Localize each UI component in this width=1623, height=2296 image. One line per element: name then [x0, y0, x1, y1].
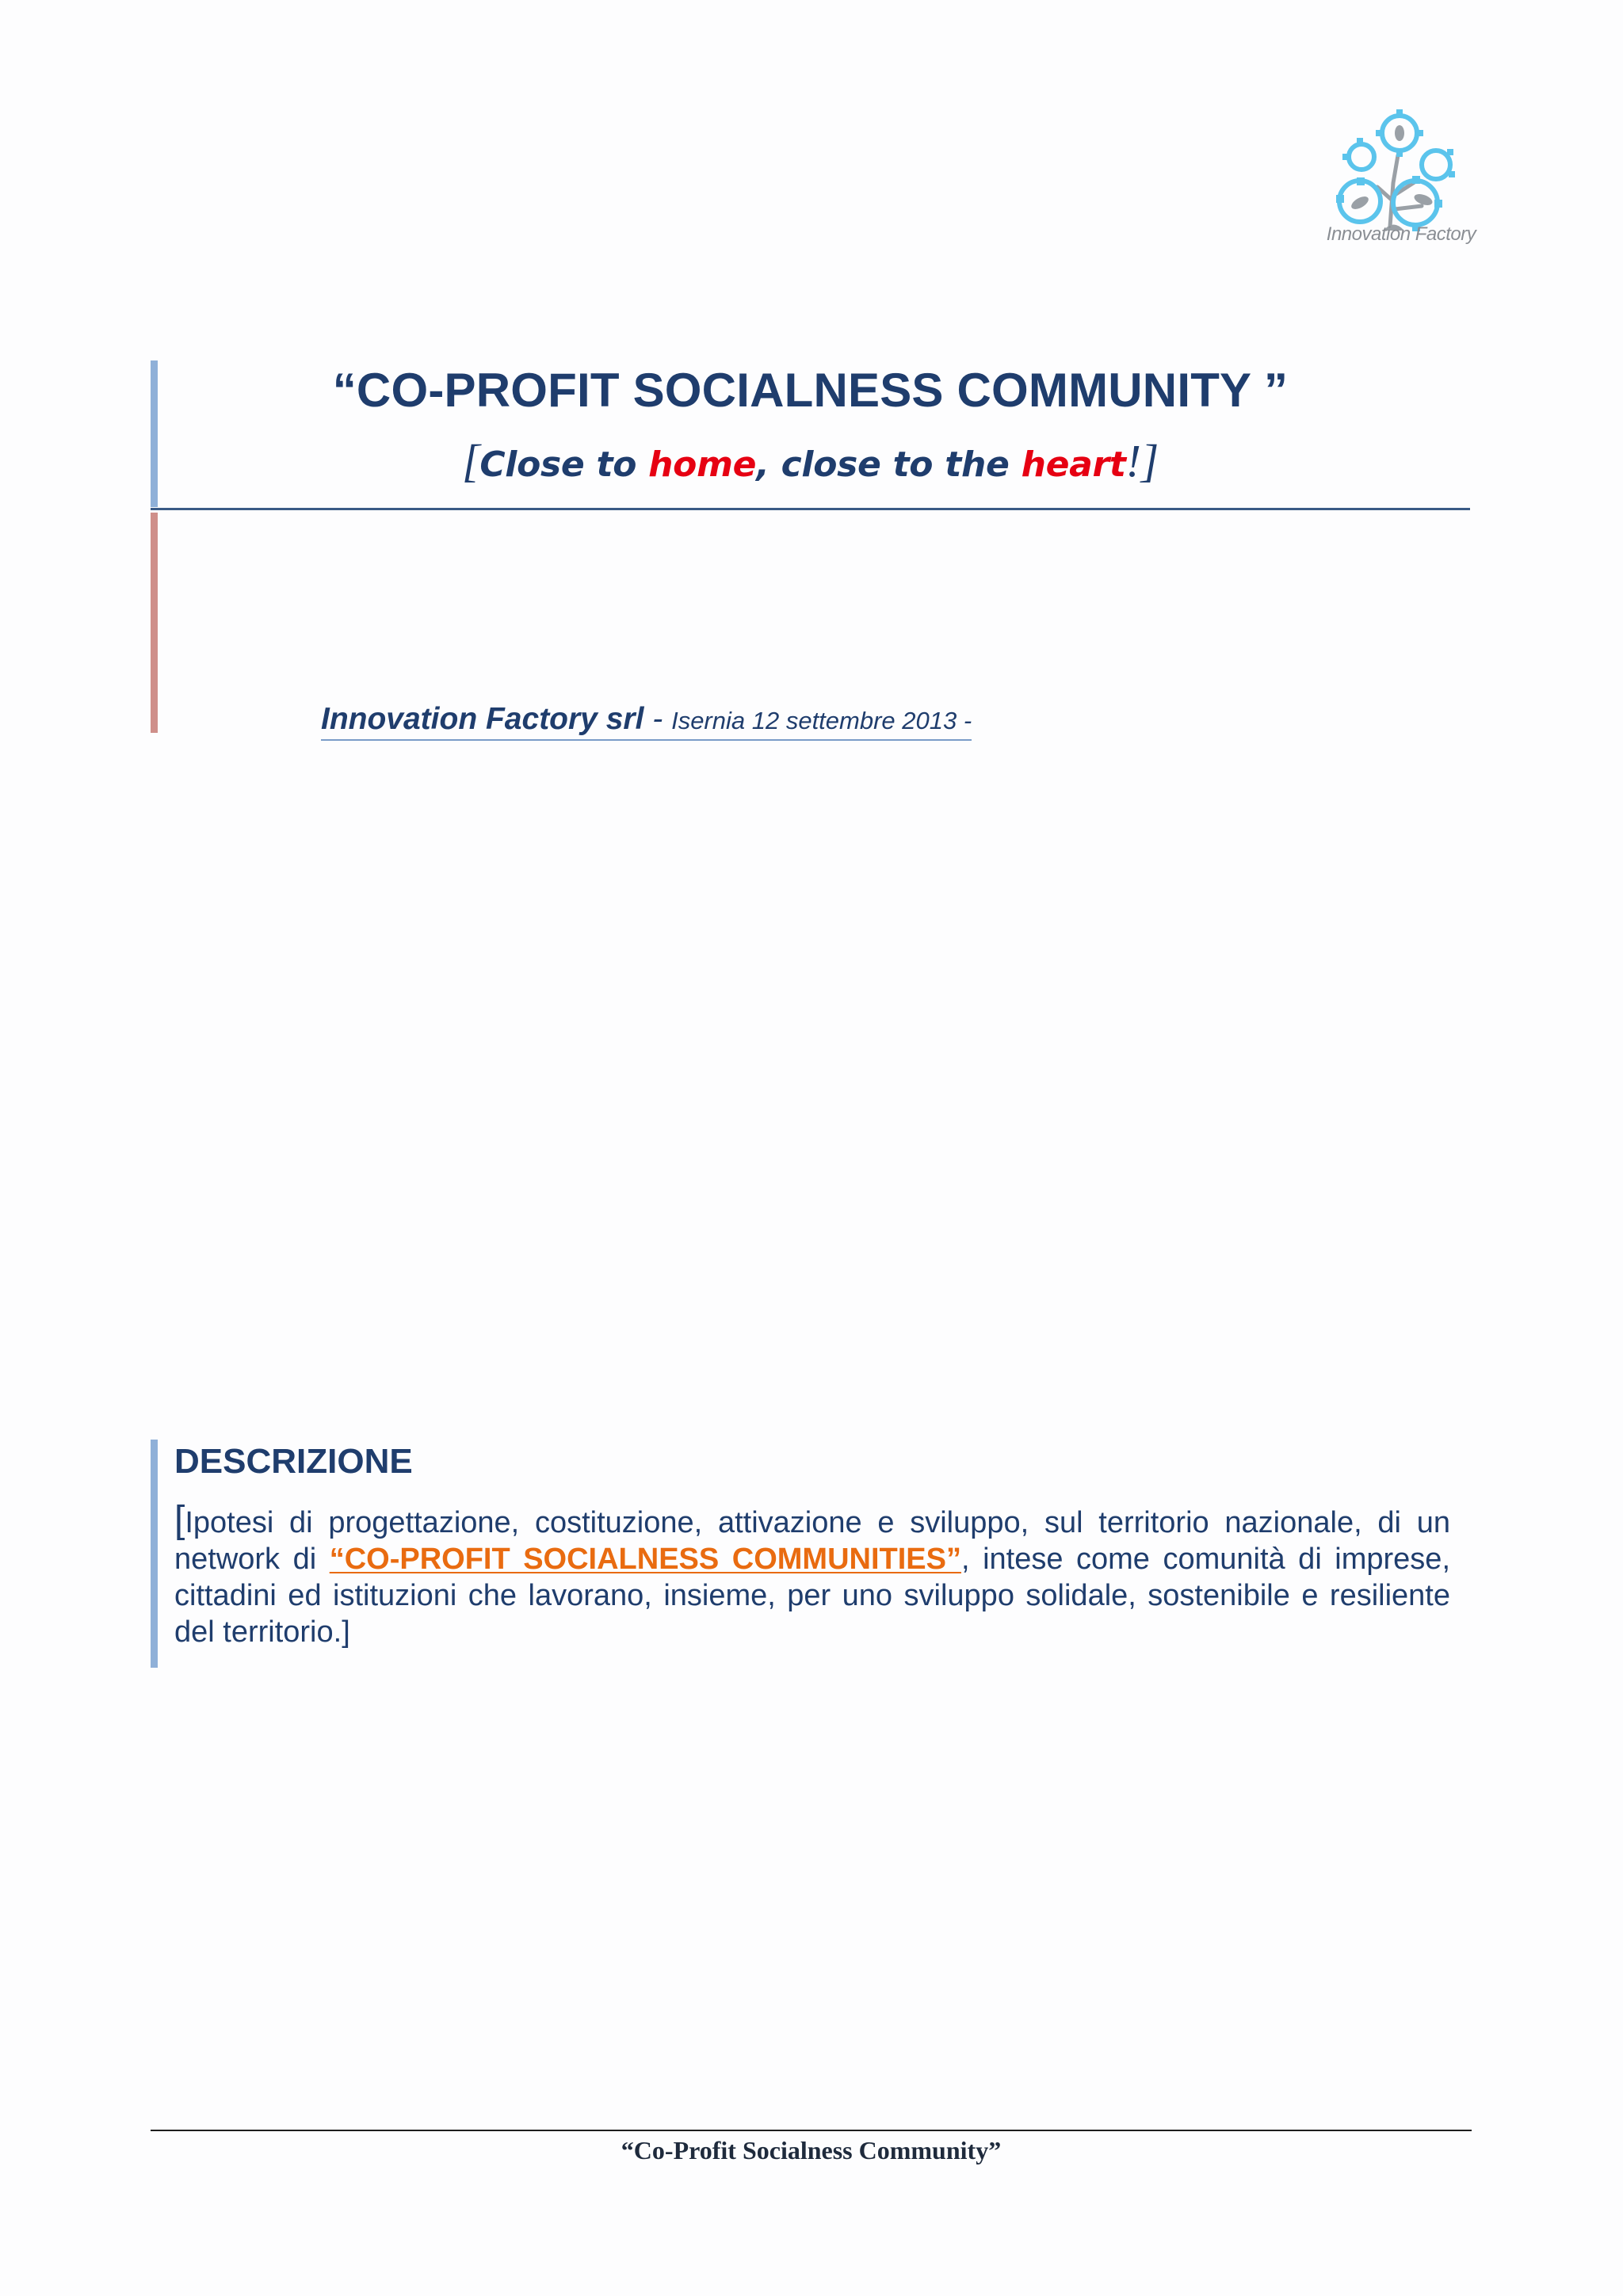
- description-highlight: “CO-PROFIT SOCIALNESS COMMUNITIES”: [329, 1543, 961, 1576]
- subtitle-part2: , close to the: [756, 444, 1022, 485]
- subtitle-part1: Close to: [479, 444, 649, 485]
- logo-text: Innovation Factory: [1326, 223, 1476, 245]
- footer-text: “Co-Profit Socialness Community”: [621, 2136, 1002, 2164]
- company-separator: -: [643, 702, 672, 736]
- subtitle-bracket-open: [: [462, 435, 480, 486]
- title-accent-bar-red: [151, 513, 158, 733]
- description-heading: DESCRIZIONE: [174, 1442, 413, 1481]
- document-title: “CO-PROFIT SOCIALNESS COMMUNITY ”: [332, 364, 1289, 417]
- footer-rule: [151, 2130, 1472, 2131]
- description-bracket-open: [: [174, 1499, 185, 1541]
- document-subtitle: [151, 434, 1470, 487]
- subtitle-exclamation: !: [1125, 435, 1141, 486]
- description-body: [174, 1499, 1450, 1650]
- company-name: Innovation Factory srl: [321, 702, 644, 736]
- description-text-before: Ipotesi di progettazione, costituzione, attivazione e sviluppo, sul territorio nazionale, di un network di: [174, 1506, 1450, 1576]
- subtitle-bracket-close: ]: [1140, 435, 1159, 486]
- subtitle-word-home: home: [648, 444, 757, 485]
- description-text-after: , intese come comunità di imprese, cittadini ed istituzioni che lavorano, insieme, per uno sviluppo solidale, sostenibile e resiliente del territorio.]: [174, 1543, 1450, 1649]
- title-rule: [151, 508, 1470, 510]
- description-accent-bar: [151, 1440, 158, 1668]
- company-date-line: [321, 702, 972, 741]
- document-date: Isernia 12 settembre 2013 -: [671, 707, 972, 734]
- subtitle-word-heart: heart: [1021, 444, 1126, 485]
